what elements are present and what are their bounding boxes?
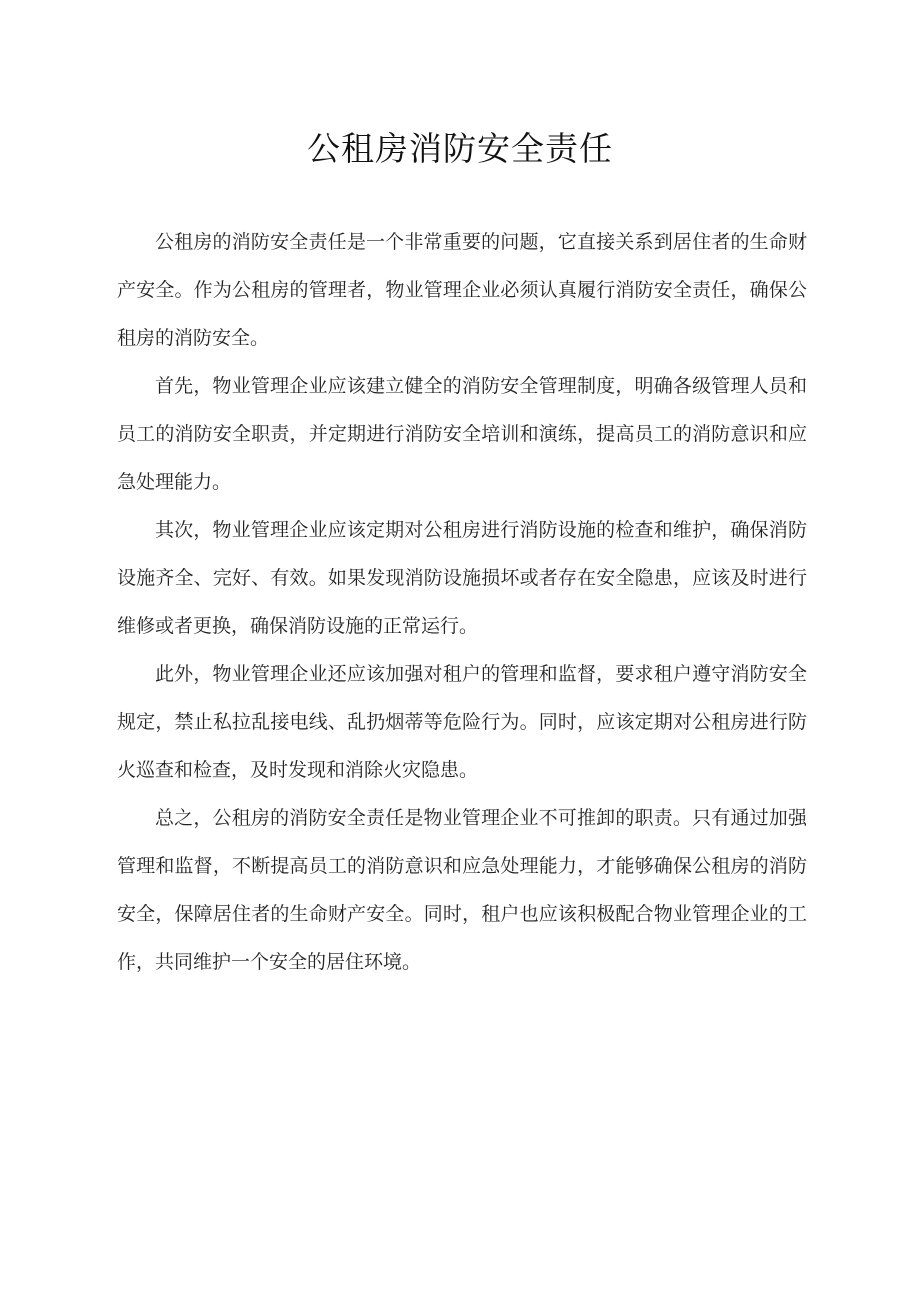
paragraph-2: 首先，物业管理企业应该建立健全的消防安全管理制度，明确各级管理人员和员工的消防安全职责，并定期进行消防安全培训和演练，提高员工的消防意识和应急处理能力。 [117, 375, 807, 493]
document-title: 公租房消防安全责任 [307, 129, 613, 168]
paragraph-4: 此外，物业管理企业还应该加强对租户的管理和监督，要求租户遵守消防安全规定，禁止私拉乱接电线、乱扔烟蒂等危险行为。同时，应该定期对公租房进行防火巡查和检查，及时发现和消除火灾隐患。 [117, 663, 807, 781]
paragraph-5: 总之，公租房的消防安全责任是物业管理企业不可推卸的职责。只有通过加强管理和监督，不断提高员工的消防意识和应急处理能力，才能够确保公租房的消防安全，保障居住者的生命财产安全。同时，租户也应该积极配合物业管理企业的工作，共同维护一个安全的居住环境。 [117, 807, 807, 973]
document-body [117, 218, 807, 986]
paragraph-1: 公租房的消防安全责任是一个非常重要的问题，它直接关系到居住者的生命财产安全。作为公租房的管理者，物业管理企业必须认真履行消防安全责任，确保公租房的消防安全。 [117, 231, 807, 349]
paragraph-3: 其次，物业管理企业应该定期对公租房进行消防设施的检查和维护，确保消防设施齐全、完好、有效。如果发现消防设施损坏或者存在安全隐患，应该及时进行维修或者更换，确保消防设施的正常运行。 [117, 519, 807, 637]
